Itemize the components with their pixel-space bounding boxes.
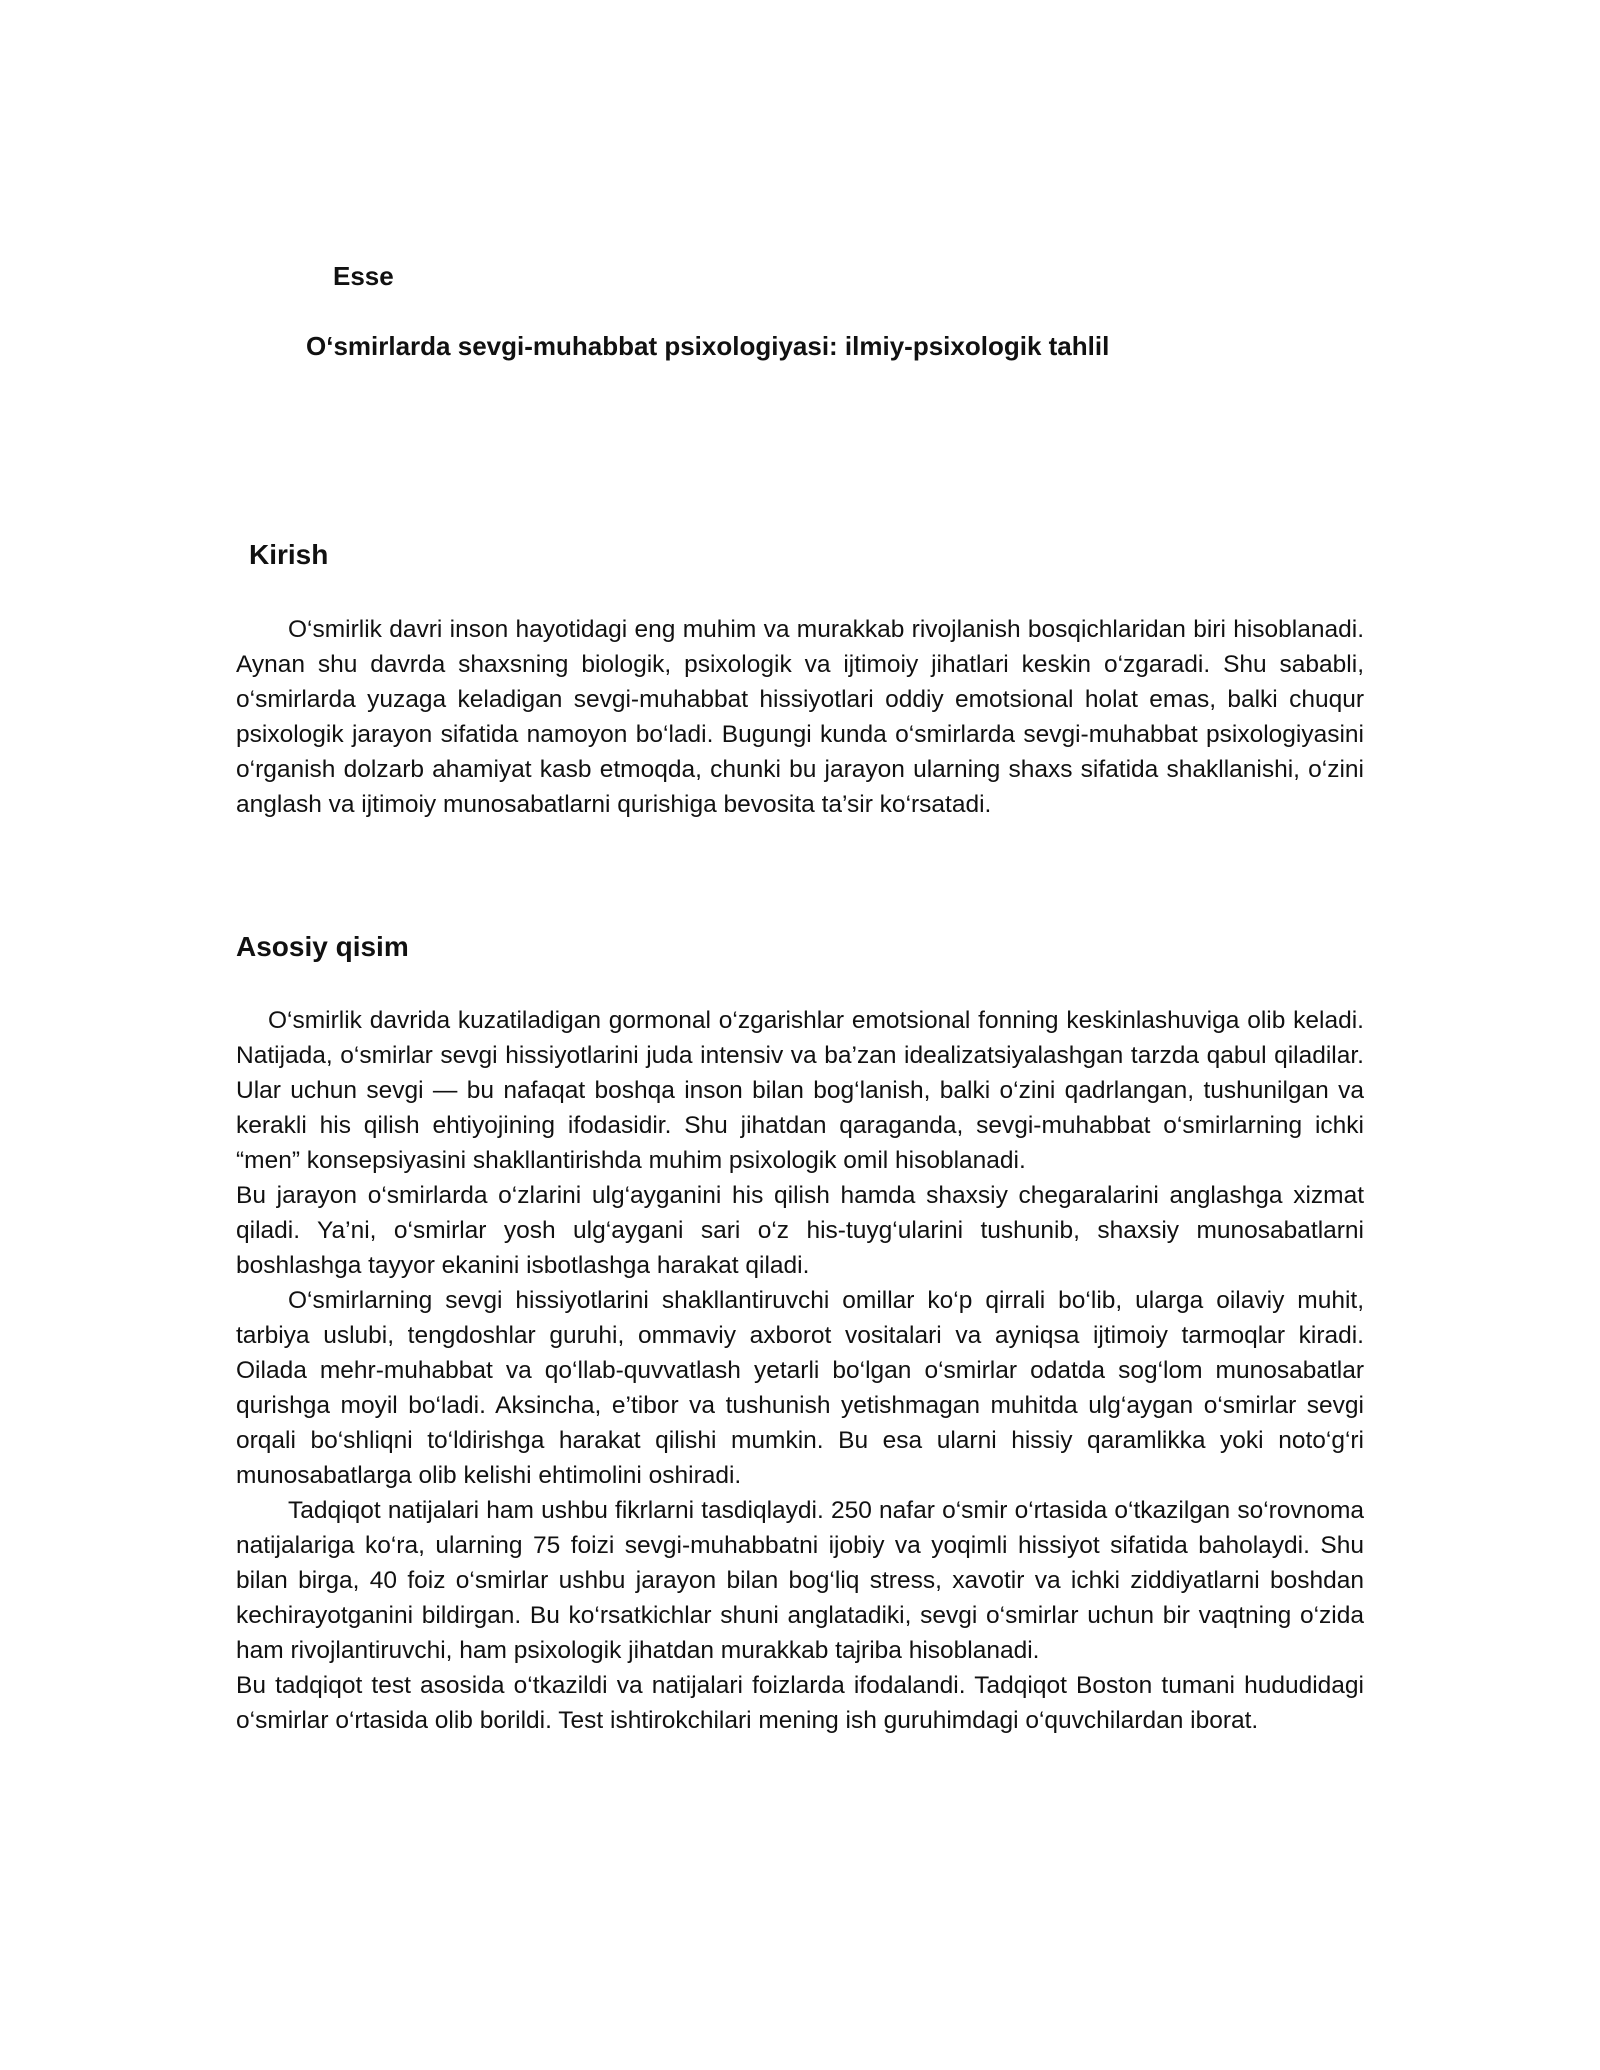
section-heading-intro: Kirish	[249, 539, 329, 570]
paragraph: O‘smirlik davrida kuzatiladigan gormonal o‘zgarishlar emotsional fonning keskinlashuviga olib keladi. Natijada, o‘smirlar sevgi hissiyotlarini juda intensiv va ba’zan idealizatsiyalashgan tarzda qabul qiladilar. Ular uchun sevgi — bu nafaqat boshqa inson bilan bog‘lanish, balki o‘zini qadrlangan, tushunilgan va kerakli his qilish ehtiyojining ifodasidir. Shu jihatdan qaraganda, sevgi-muhabbat o‘smirlarning ichki “men” konsepsiyasini shakllantirishda muhim psixologik omil hisoblanadi.	[236, 1007, 1364, 1174]
paragraph: O‘smirlik davri inson hayotidagi eng muhim va murakkab rivojlanish bosqichlaridan biri hisoblanadi. Aynan shu davrda shaxsning biologik, psixologik va ijtimoiy jihatlari keskin o‘zgaradi. Shu sababli, o‘smirlarda yuzaga keladigan sevgi-muhabbat hissiyotlari oddiy emotsional holat emas, balki chuqur psixologik jarayon sifatida namoyon bo‘ladi. Bugungi kunda o‘smirlarda sevgi-muhabbat psixologiyasini o‘rganish dolzarb ahamiyat kasb etmoqda, chunki bu jarayon ularning shaxs sifatida shakllanishi, o‘zini anglash va ijtimoiy munosabatlarni qurishiga bevosita ta’sir ko‘rsatadi.	[236, 616, 1364, 818]
paragraph: O‘smirlarning sevgi hissiyotlarini shakllantiruvchi omillar ko‘p qirrali bo‘lib, ularga oilaviy muhit, tarbiya uslubi, tengdoshlar guruhi, ommaviy axborot vositalari va ayniqsa ijtimoiy tarmoqlar kiradi. Oilada mehr-muhabbat va qo‘llab-quvvatlash yetarli bo‘lgan o‘smirlar odatda sog‘lom munosabatlar qurishga moyil bo‘ladi. Aksincha, e’tibor va tushunish yetishmagan muhitda ulg‘aygan o‘smirlar sevgi orqali bo‘shliqni to‘ldirishga harakat qilishi mumkin. Bu esa ularni hissiy qaramlikka yoki noto‘g‘ri munosabatlarga olib kelishi ehtimolini oshiradi.	[236, 1287, 1364, 1489]
document-type-label: Esse	[333, 261, 394, 291]
paragraph: Bu jarayon o‘smirlarda o‘zlarini ulg‘ayganini his qilish hamda shaxsiy chegaralarini anglashga xizmat qiladi. Ya’ni, o‘smirlar yosh ulg‘aygani sari o‘z his-tuyg‘ularini tushunib, shaxsiy munosabatlarni boshlashga tayyor ekanini isbotlashga harakat qiladi.	[236, 1182, 1364, 1279]
document-title: O‘smirlarda sevgi-muhabbat psixologiyasi: ilmiy-psixologik tahlil	[306, 331, 1110, 361]
section-intro	[236, 612, 1364, 822]
section-main	[236, 1003, 1364, 1738]
section-heading-main: Asosiy qisim	[236, 931, 409, 962]
paragraph: Bu tadqiqot test asosida o‘tkazildi va natijalari foizlarda ifodalandi. Tadqiqot Boston tumani hududidagi o‘smirlar o‘rtasida olib borildi. Test ishtirokchilari mening ish guruhimdagi o‘quvchilardan iborat.	[236, 1672, 1364, 1734]
paragraph: Tadqiqot natijalari ham ushbu fikrlarni tasdiqlaydi. 250 nafar o‘smir o‘rtasida o‘tkazilgan so‘rovnoma natijalariga ko‘ra, ularning 75 foizi sevgi-muhabbatni ijobiy va yoqimli hissiyot sifatida baholaydi. Shu bilan birga, 40 foiz o‘smirlar ushbu jarayon bilan bog‘liq stress, xavotir va ichki ziddiyatlarni boshdan kechirayotganini bildirgan. Bu ko‘rsatkichlar shuni anglatadiki, sevgi o‘smirlar uchun bir vaqtning o‘zida ham rivojlantiruvchi, ham psixologik jihatdan murakkab tajriba hisoblanadi.	[236, 1497, 1364, 1664]
